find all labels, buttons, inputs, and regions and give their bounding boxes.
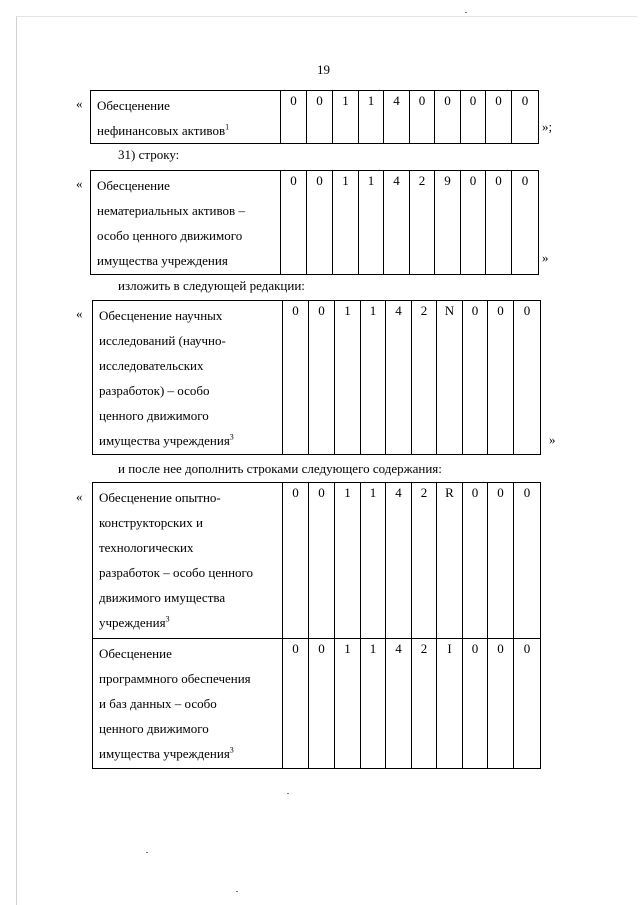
desc-line: Обесценение (97, 178, 170, 193)
desc-line: Обесценение научных (99, 308, 223, 323)
code-cell: 0 (283, 301, 309, 455)
table-row (93, 301, 541, 455)
desc-line: Обесценение опытно- (99, 490, 221, 505)
table-row (93, 483, 541, 639)
intro-edit: изложить в следующей редакции: (118, 278, 305, 293)
scan-speck (236, 891, 238, 892)
code-cell: 0 (281, 171, 307, 275)
desc-line: учреждения (99, 615, 166, 630)
quote-open-3: « (76, 306, 83, 321)
code-cell: 0 (309, 483, 335, 639)
footnote-marker: 3 (229, 745, 234, 755)
footnote-marker: 1 (225, 122, 230, 132)
code-cell: 0 (514, 301, 541, 455)
code-cell: 0 (283, 483, 309, 639)
code-cell: 0 (488, 483, 514, 639)
table-block-1 (90, 90, 539, 144)
desc-line: особо ценного движимого (97, 228, 243, 243)
quote-open-2: « (76, 176, 83, 191)
code-cell: I (437, 639, 463, 769)
code-cell: R (437, 483, 463, 639)
table-block-2 (90, 170, 539, 275)
code-cell: 1 (335, 483, 361, 639)
desc-line: ценного движимого (99, 408, 209, 423)
code-cell: 4 (386, 301, 412, 455)
desc-line: имущества учреждения (99, 746, 230, 761)
code-cell: 2 (412, 483, 437, 639)
code-cell: 0 (307, 91, 333, 144)
desc-line: ценного движимого (99, 721, 209, 736)
code-cell: 0 (309, 301, 335, 455)
desc-line: Обесценение (99, 646, 172, 661)
intro-add: и после нее дополнить строками следующего содержания: (118, 461, 442, 476)
desc-line: программного обеспечения (99, 671, 251, 686)
desc-line: нематериальных активов – (97, 203, 245, 218)
quote-open-1: « (76, 96, 83, 111)
row-description (93, 301, 283, 455)
desc-line: разработок – особо ценного (99, 565, 254, 580)
code-cell: 0 (488, 639, 514, 769)
code-cell: 1 (361, 483, 386, 639)
desc-line: разработок) – особо (99, 383, 210, 398)
footnote-marker: 3 (165, 614, 170, 624)
row-description (93, 483, 283, 639)
desc-line: исследований (научно- (99, 333, 226, 348)
code-cell: N (437, 301, 463, 455)
code-cell: 1 (359, 171, 384, 275)
code-cell: 2 (412, 301, 437, 455)
code-cell: 0 (488, 301, 514, 455)
code-cell: 0 (461, 91, 486, 144)
code-cell: 0 (281, 91, 307, 144)
code-cell: 2 (412, 639, 437, 769)
code-cell: 4 (384, 91, 410, 144)
code-cell: 0 (514, 483, 541, 639)
code-cell: 0 (514, 639, 541, 769)
desc-line: технологических (99, 540, 194, 555)
table-row (91, 91, 539, 144)
code-cell: 0 (486, 171, 512, 275)
code-cell: 1 (333, 91, 359, 144)
footnote-marker: 3 (229, 432, 234, 442)
desc-line: и баз данных – особо (99, 696, 217, 711)
code-cell: 0 (283, 639, 309, 769)
code-cell: 0 (486, 91, 512, 144)
page-number: 19 (317, 62, 330, 77)
code-cell: 0 (512, 171, 539, 275)
code-cell: 1 (359, 91, 384, 144)
quote-close-2: » (542, 250, 549, 265)
code-cell: 4 (384, 171, 410, 275)
code-cell: 0 (309, 639, 335, 769)
row-description (91, 171, 281, 275)
code-cell: 4 (386, 639, 412, 769)
intro-31: 31) строку: (118, 147, 180, 162)
code-cell: 0 (307, 171, 333, 275)
table-block-4 (92, 482, 541, 769)
table-block-3 (92, 300, 541, 455)
desc-line: конструкторских и (99, 515, 203, 530)
code-cell: 1 (361, 639, 386, 769)
code-cell: 1 (335, 639, 361, 769)
table-row (93, 639, 541, 769)
desc-line: Обесценение (97, 98, 170, 113)
code-cell: 4 (386, 483, 412, 639)
desc-line: нефинансовых активов (97, 123, 226, 138)
row-description (91, 91, 281, 144)
code-cell: 0 (463, 483, 488, 639)
code-cell: 9 (435, 171, 461, 275)
code-cell: 0 (463, 639, 488, 769)
code-cell: 1 (335, 301, 361, 455)
scan-speck (287, 793, 289, 794)
code-cell: 1 (361, 301, 386, 455)
desc-line: имущества учреждения (99, 433, 230, 448)
desc-line: исследовательских (99, 358, 204, 373)
quote-open-4: « (76, 489, 83, 504)
desc-line: движимого имущества (99, 590, 226, 605)
scan-speck (146, 852, 148, 853)
code-cell: 0 (512, 91, 539, 144)
quote-close-semicolon: »; (542, 119, 553, 134)
code-cell: 0 (461, 171, 486, 275)
code-cell: 0 (463, 301, 488, 455)
code-cell: 0 (435, 91, 461, 144)
row-description (93, 639, 283, 769)
code-cell: 0 (410, 91, 435, 144)
code-cell: 1 (333, 171, 359, 275)
scan-speck (465, 12, 467, 13)
table-row (91, 171, 539, 275)
desc-line: имущества учреждения (97, 253, 228, 268)
quote-close-3: » (549, 432, 556, 447)
code-cell: 2 (410, 171, 435, 275)
